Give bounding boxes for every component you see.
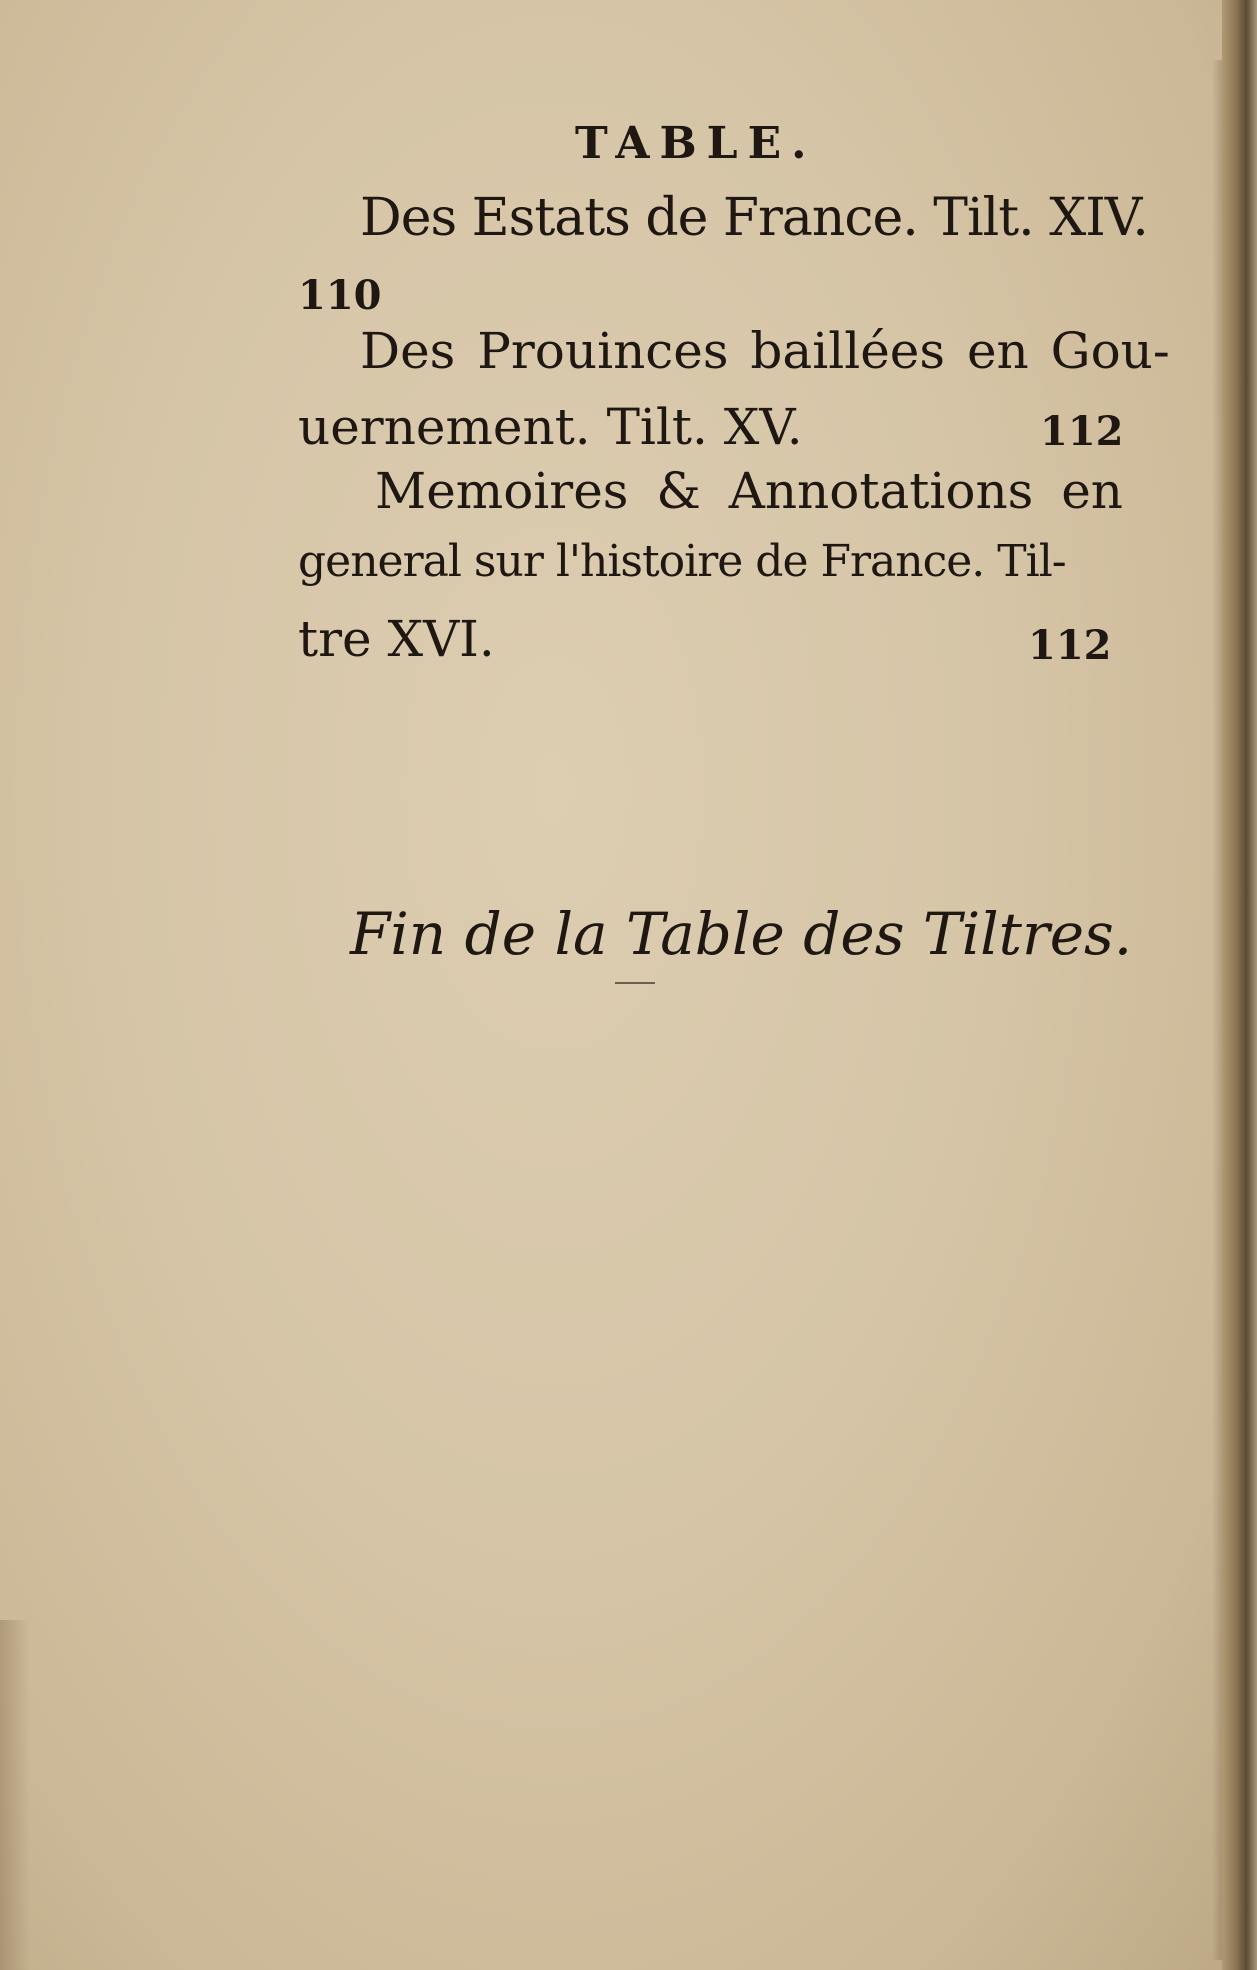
closing-rule [615, 982, 655, 984]
entry-3-line-3: tre XVI. [298, 610, 495, 668]
entry-2-page-number: 112 [1040, 408, 1124, 455]
entry-3-page-number: 112 [1028, 622, 1112, 669]
page-shadow [0, 1620, 30, 1970]
entry-3-line-2: general sur l'histoire de France. Til- [298, 536, 1066, 587]
entry-3-line-1: Memoires & Annotations en [375, 462, 1123, 520]
entry-1-line-1: Des Estats de France. Tilt. XIV. [360, 188, 1148, 248]
entry-2-line-2: uernement. Tilt. XV. [298, 398, 803, 456]
running-header: TABLE. [575, 118, 817, 169]
entry-1-page-number: 110 [298, 272, 382, 319]
entry-2-line-1: Des Prouinces baillées en Gou- [360, 322, 1170, 380]
closing-line: Fin de la Table des Tiltres. [350, 900, 1133, 968]
page-edge [1222, 0, 1257, 1970]
